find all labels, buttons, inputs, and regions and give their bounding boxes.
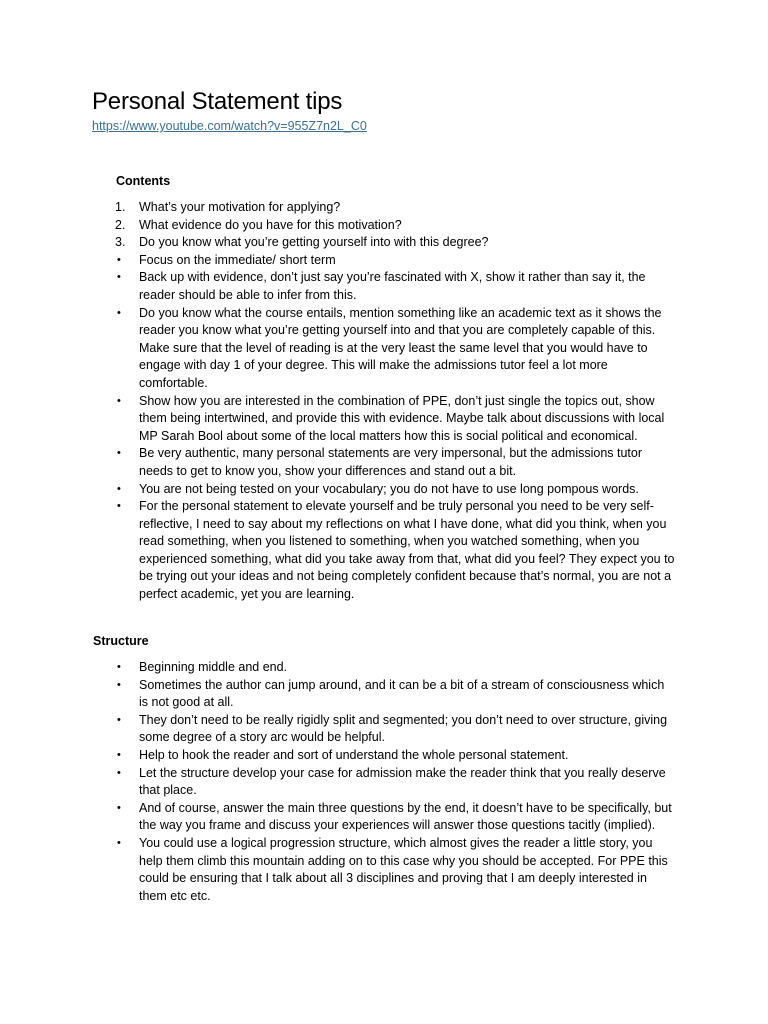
bullet-marker: • — [117, 447, 121, 460]
number-marker: 1. — [115, 200, 126, 214]
contents-item-text: You are not being tested on your vocabulary; you do not have to use long pompous words. — [139, 481, 639, 496]
bullet-marker: • — [117, 306, 121, 319]
contents-item-text: What’s your motivation for applying? — [139, 200, 341, 214]
contents-item-text: What evidence do you have for this motivation? — [139, 217, 402, 232]
bullet-marker: • — [117, 253, 121, 266]
contents-list-item — [0, 269, 675, 304]
contents-heading: Contents — [116, 174, 171, 188]
contents-list-item — [0, 498, 675, 604]
structure-list-item — [0, 712, 675, 747]
structure-list-item — [0, 835, 675, 905]
bullet-marker: • — [117, 801, 121, 814]
bullet-marker: • — [117, 482, 121, 495]
bullet-marker: • — [117, 500, 121, 513]
contents-list-item — [0, 217, 675, 235]
contents-item-text: Focus on the immediate/ short term — [139, 252, 336, 267]
bullet-marker: • — [117, 766, 121, 779]
contents-item-text: Show how you are interested in the combination of PPE, don’t just single the topics out, show them being intertwined, and provide this with evidence. Maybe talk about discussions with local MP Sarah Bool about some of the local matters how this is social political and economical. — [139, 393, 665, 443]
structure-list-item — [0, 765, 675, 800]
contents-list — [0, 199, 768, 604]
structure-list-item — [0, 677, 675, 712]
structure-list-item — [0, 747, 675, 765]
bullet-marker: • — [117, 271, 121, 284]
contents-list-item — [0, 199, 675, 217]
bullet-marker: • — [117, 748, 121, 761]
number-marker: 2. — [115, 217, 126, 232]
youtube-link[interactable]: https://www.youtube.com/watch?v=955Z7n2L_C0 — [92, 119, 367, 133]
bullet-marker: • — [117, 661, 121, 673]
structure-item-text: Sometimes the author can jump around, and it can be a bit of a stream of consciousness which is not good at all. — [139, 677, 665, 710]
contents-item-text: Do you know what the course entails, mention something like an academic text as it shows the reader you know what you’re getting yourself into and that you are completely capable of this. Make sure that the level of reading is at the very least the same level that you would have to engage with day 1 of your degree. This will make the admissions tutor feel a lot more comfortable. — [139, 305, 662, 390]
contents-item-text: Do you know what you’re getting yourself into with this degree? — [139, 235, 489, 250]
structure-item-text: Beginning middle and end. — [139, 660, 288, 674]
bullet-marker: • — [117, 678, 121, 691]
structure-item-text: And of course, answer the main three questions by the end, it doesn’t have to be specifically, but the way you frame and discuss your experiences will answer those questions tacitly (implied). — [139, 800, 672, 833]
contents-list-item — [0, 305, 675, 393]
structure-item-text: You could use a logical progression structure, which almost gives the reader a little story, you help them climb this mountain adding on to this case why you should be accepted. For PPE this could be ensuring that I talk about all 3 disciplines and proving that I am deeply interested in them etc etc. — [139, 835, 668, 903]
contents-list-item — [0, 393, 675, 446]
structure-heading: Structure — [93, 634, 149, 648]
contents-list-item — [0, 445, 675, 480]
structure-list — [0, 659, 768, 905]
structure-item-text: Let the structure develop your case for admission make the reader think that you really deserve that place. — [139, 765, 666, 798]
structure-item-text: They don’t need to be really rigidly split and segmented; you don’t need to over structure, giving some degree of a story arc would be helpful. — [139, 712, 668, 745]
contents-item-text: Back up with evidence, don’t just say you’re fascinated with X, show it rather than say it, the reader should be able to infer from this. — [139, 270, 646, 302]
contents-item-text: For the personal statement to elevate yourself and be truly personal you need to be very self-reflective, I need to say about my reflections on what I have done, what did you think, when you read something, when you listened to something, when you watched something, when you experienced something, what did you take away from that, what did you feel? They expect you to be trying out your ideas and not being completely confident because that’s normal, you are not a perfect academic, yet you are learning. — [139, 499, 675, 602]
contents-item-text: Be very authentic, many personal statements are very impersonal, but the admissions tutor needs to get to know you, show your differences and stand out a bit. — [139, 446, 643, 478]
contents-list-item — [0, 252, 675, 270]
bullet-marker: • — [117, 713, 121, 726]
structure-item-text: Help to hook the reader and sort of understand the whole personal statement. — [139, 747, 569, 762]
structure-list-item — [0, 800, 675, 835]
bullet-marker: • — [117, 394, 121, 407]
bullet-marker: • — [117, 836, 121, 849]
structure-list-item — [0, 659, 675, 677]
page-title: Personal Statement tips — [92, 88, 343, 115]
number-marker: 3. — [115, 235, 126, 250]
contents-list-item — [0, 481, 675, 499]
contents-list-item — [0, 234, 675, 252]
